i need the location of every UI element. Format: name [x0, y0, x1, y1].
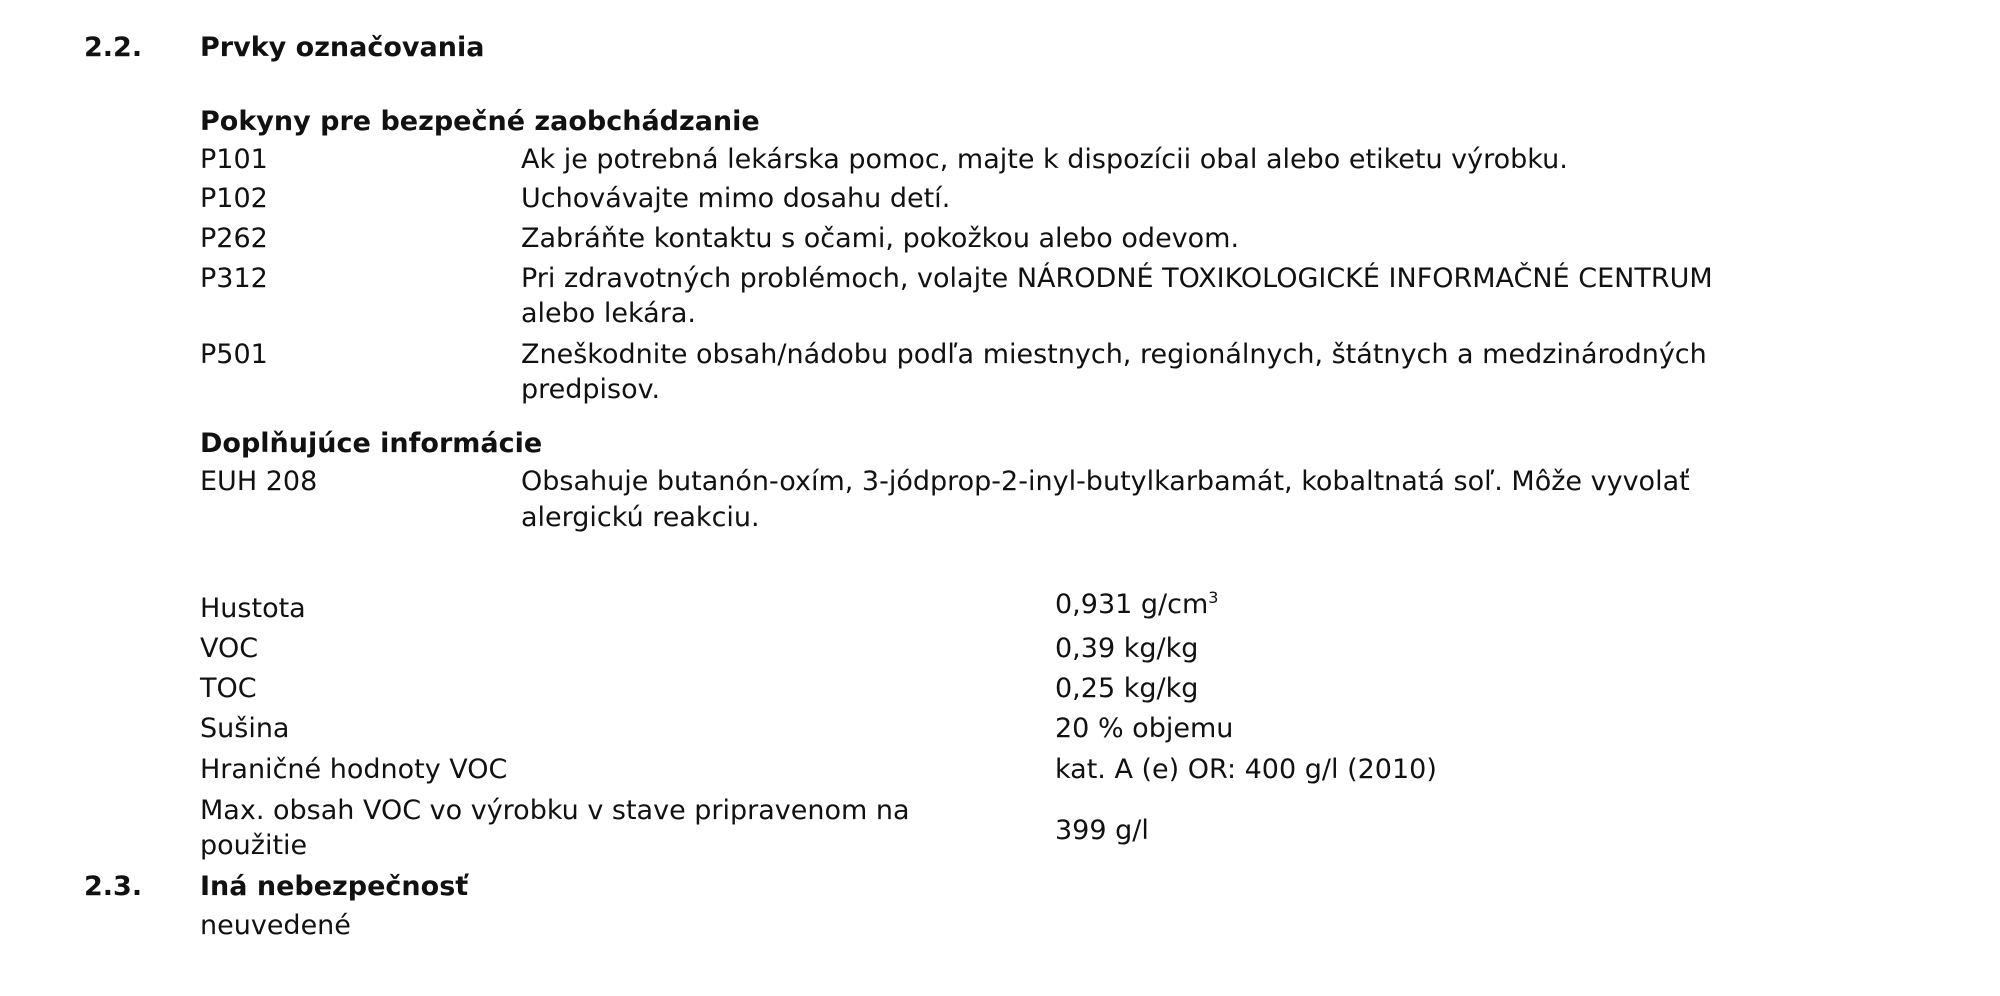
- property-label: Hustota: [200, 593, 306, 624]
- statement-text: Pri zdravotných problémoch, volajte NÁRODNÉ TOXIKOLOGICKÉ INFORMAČNÉ CENTRUM: [521, 263, 1713, 294]
- property-label: Max. obsah VOC vo výrobku v stave pripravenom na: [200, 795, 910, 826]
- supplementary-heading: Doplňujúce informácie: [200, 428, 543, 459]
- section-text: neuvedené: [200, 910, 351, 941]
- statement-code: P312: [200, 263, 268, 294]
- property-value: 0,25 kg/kg: [1055, 673, 1199, 704]
- property-label: TOC: [200, 673, 257, 704]
- section-number: 2.2.: [84, 32, 143, 63]
- statement-text: Zneškodnite obsah/nádobu podľa miestnych, regionálnych, štátnych a medzinárodných: [521, 339, 1707, 370]
- section-title: Iná nebezpečnosť: [200, 871, 469, 902]
- property-value: 399 g/l: [1055, 815, 1149, 846]
- property-label: Sušina: [200, 713, 290, 744]
- property-value: 0,39 kg/kg: [1055, 633, 1199, 664]
- density-superscript: 3: [1208, 588, 1219, 607]
- statement-code: P262: [200, 223, 268, 254]
- supplementary-text: Obsahuje butanón-oxím, 3-jódprop-2-inyl-butylkarbamát, kobaltnatá soľ. Môže vyvolať: [521, 466, 1690, 497]
- statement-text-continued: predpisov.: [521, 374, 661, 405]
- property-value: kat. A (e) OR: 400 g/l (2010): [1055, 754, 1437, 785]
- property-value: [1055, 587, 1218, 622]
- density-value: 0,931 g/cm: [1055, 589, 1209, 620]
- statement-text: Ak je potrebná lekárska pomoc, majte k dispozícii obal alebo etiketu výrobku.: [521, 144, 1568, 175]
- property-value: 20 % objemu: [1055, 713, 1234, 744]
- section-number: 2.3.: [84, 871, 143, 902]
- property-label-continued: použitie: [200, 830, 308, 861]
- supplementary-text-continued: alergickú reakciu.: [521, 502, 760, 533]
- statement-text-continued: alebo lekára.: [521, 298, 696, 329]
- statement-code: P501: [200, 339, 268, 370]
- statement-text: Uchovávajte mimo dosahu detí.: [521, 183, 951, 214]
- statement-code: P102: [200, 183, 268, 214]
- statement-text: Zabráňte kontaktu s očami, pokožkou alebo odevom.: [521, 223, 1240, 254]
- statement-code: P101: [200, 144, 268, 175]
- supplementary-code: EUH 208: [200, 466, 318, 497]
- property-label: VOC: [200, 633, 259, 664]
- property-label: Hraničné hodnoty VOC: [200, 754, 508, 785]
- precautionary-heading: Pokyny pre bezpečné zaobchádzanie: [200, 106, 760, 137]
- section-title: Prvky označovania: [200, 32, 485, 63]
